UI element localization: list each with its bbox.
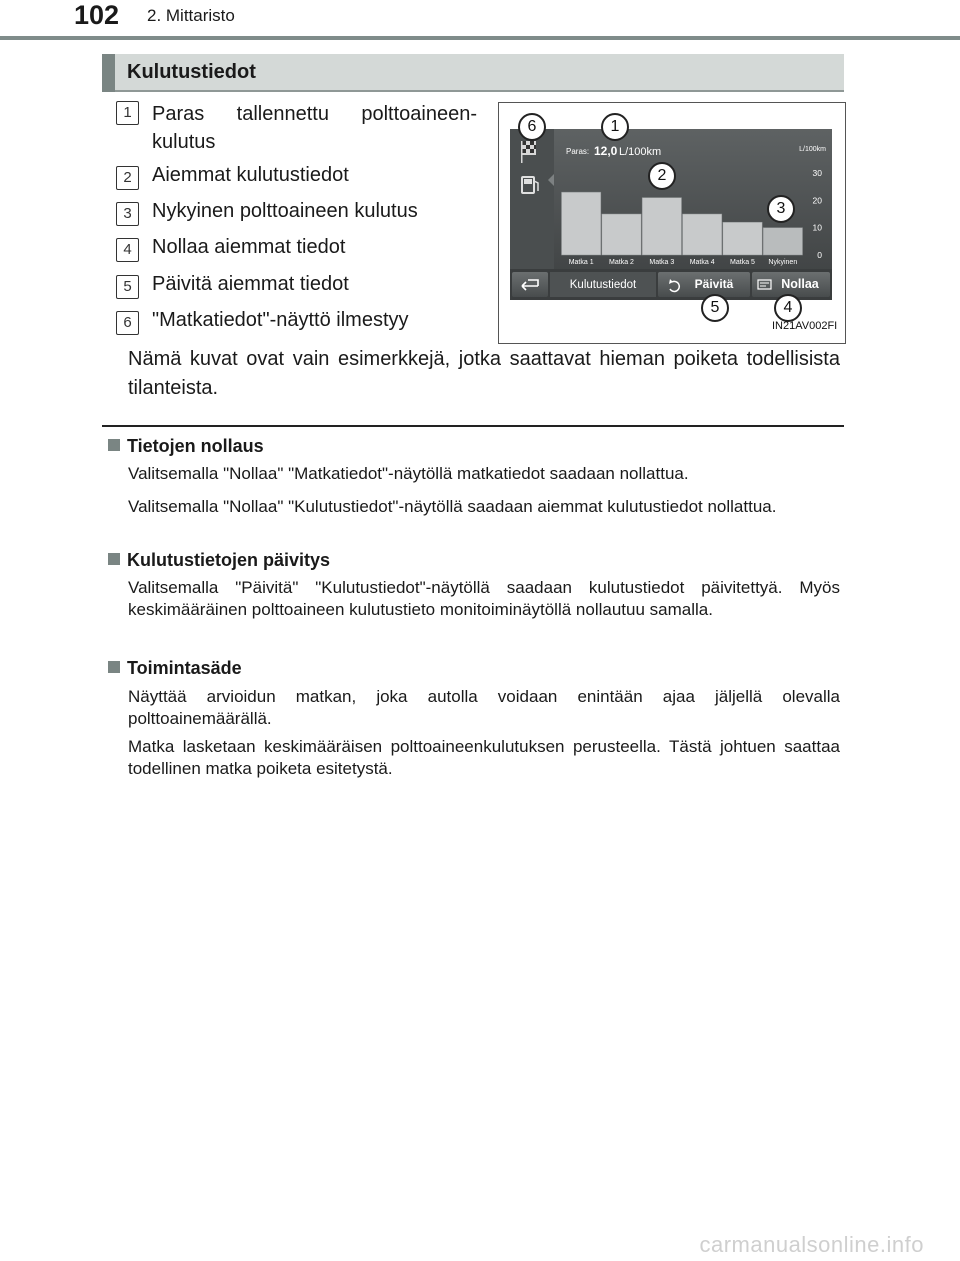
callout-5: 5	[701, 294, 729, 322]
consumption-tab-label: Kulutustiedot	[569, 279, 637, 291]
y-tick-label: 20	[812, 195, 822, 206]
best-label: Paras:	[566, 147, 590, 156]
item-number-5: 5	[116, 275, 139, 299]
paragraph: Valitsemalla "Päivitä" "Kulutustiedot"-näytöllä saadaan kulutustiedot päivitettyä. Myös keskimääräinen polttoaineen kulutustieto monitoiminäytöllä nollautuu samalla.	[128, 578, 840, 619]
x-tick-label: Nykyinen	[768, 259, 798, 266]
axis-unit: L/100km	[799, 146, 826, 153]
item-text-3: Nykyinen polttoaineen kulutus	[152, 200, 418, 222]
chapter-title: 2. Mittaristo	[147, 6, 235, 25]
item-text-5: Päivitä aiemmat tiedot	[152, 273, 349, 295]
x-tick-label: Matka 5	[730, 259, 755, 266]
callout-2: 2	[648, 162, 676, 190]
page-number: 102	[74, 0, 120, 30]
subsection-heading-reset: Tietojen nollaus	[108, 436, 264, 457]
x-tick-label: Matka 1	[568, 259, 594, 266]
update-button-label: Päivitä	[694, 277, 734, 291]
bar-matka-2	[602, 214, 641, 255]
bar-nykyinen	[763, 228, 802, 255]
update-button[interactable]	[658, 272, 750, 297]
x-tick-label: Matka 4	[689, 259, 715, 266]
item-number-6: 6	[116, 311, 139, 335]
item-number-3: 3	[116, 202, 139, 226]
section-divider	[102, 425, 844, 427]
reset-button-label: Nollaa	[781, 277, 819, 291]
consumption-tab[interactable]	[550, 272, 656, 297]
section-title: Kulutustiedot	[127, 61, 256, 83]
callout-6: 6	[518, 113, 546, 141]
paragraph: Näyttää arvioidun matkan, joka autolla voidaan enintään ajaa jäljellä olevalla polttoainemäärällä.	[128, 687, 840, 728]
square-bullet-icon	[108, 439, 120, 451]
paragraph: Valitsemalla "Nollaa" "Kulutustiedot"-näytöllä saadaan aiemmat kulutustiedot nollattua.	[128, 497, 777, 516]
item-text-6: "Matkatiedot"-näyttö ilmestyy	[152, 309, 409, 331]
item-text-4: Nollaa aiemmat tiedot	[152, 236, 346, 258]
item-number-2: 2	[116, 166, 139, 190]
subsection-heading-range: Toimintasäde	[108, 658, 242, 679]
square-bullet-icon	[108, 553, 120, 565]
item-text-2: Aiemmat kulutustiedot	[152, 164, 349, 186]
bar-matka-3	[642, 198, 681, 255]
square-bullet-icon	[108, 661, 120, 673]
callout-1: 1	[601, 113, 629, 141]
bar-matka-4	[683, 214, 722, 255]
bar-matka-1	[562, 192, 601, 255]
item-number-1: 1	[116, 101, 139, 125]
item-number-4: 4	[116, 238, 139, 262]
x-tick-label: Matka 3	[649, 259, 675, 266]
watermark: carmanualsonline.info	[699, 1232, 924, 1257]
back-button[interactable]	[512, 272, 548, 297]
y-tick-label: 0	[817, 250, 822, 260]
callout-4: 4	[774, 294, 802, 322]
figure-code: IN21AV002FI	[772, 320, 838, 332]
paragraph: Valitsemalla "Nollaa" "Matkatiedot"-näytöllä matkatiedot saadaan nollattua.	[128, 464, 689, 483]
x-tick-label: Matka 2	[609, 259, 634, 266]
bar-matka-5	[723, 222, 762, 255]
section-title-accent	[102, 54, 115, 92]
paragraph: Matka lasketaan keskimääräisen polttoaineenkulutuksen perusteella. Tästä johtuen saattaa todellinen matka poiketa esitetystä.	[128, 737, 840, 778]
note-text: Nämä kuvat ovat vain esimerkkejä, jotka saattavat hieman poiketa todellisista tilanteista.	[128, 348, 840, 399]
item-text-1: Paras tallennettu polttoaineen-kulutus	[152, 103, 477, 153]
callout-3: 3	[767, 195, 795, 223]
best-unit: L/100km	[619, 146, 662, 158]
best-value: 12,0	[594, 144, 618, 158]
reset-button[interactable]	[752, 272, 830, 297]
y-tick-label: 10	[812, 222, 822, 233]
subsection-heading-update: Kulutustietojen päivitys	[108, 550, 330, 571]
header-rule	[0, 36, 960, 40]
y-tick-label: 30	[812, 168, 822, 178]
